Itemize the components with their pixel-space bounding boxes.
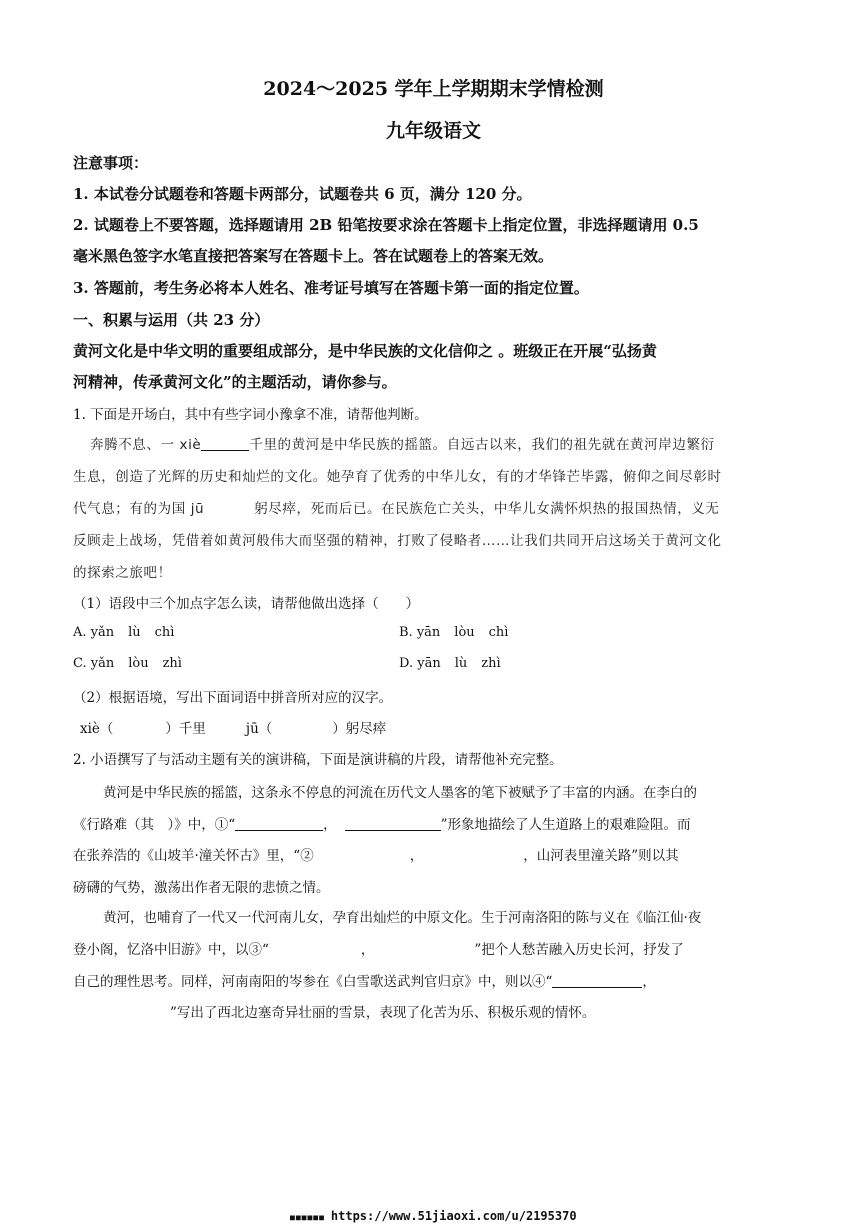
section-intro-line-1: 黄河文化是中华文明的重要组成部分，是中华民族的文化信仰之 。班级正在开展“弘扬黄 xyxy=(73,342,657,360)
option-c-3: zhì xyxy=(162,656,182,671)
notice-item-3: 3. 答题前，考生务必将本人姓名、准考证号填写在答题卡第一面的指定位置。 xyxy=(73,279,589,297)
q1-passage-line-3a: 代气息；有的为国 jū xyxy=(73,501,205,517)
q2-para2-line-2 xyxy=(73,938,684,958)
footer-marks: ■■■■■■ xyxy=(290,1213,325,1222)
q2-para2-line-3a: 自己的理性思考。同样，河南南阳的岑参在《白雪歌送武判官归京》中，则以④“ xyxy=(73,974,553,990)
q2-para1-line-3 xyxy=(73,844,679,864)
q2-para1-line-3c: ，山河表里潼关路”则以其 xyxy=(523,848,679,864)
q1-sub2: （2）根据语境，写出下面词语中拼音所对应的汉字。 xyxy=(73,690,393,706)
q1-passage-line-3 xyxy=(73,497,720,517)
fill-xie-word: ）千里 xyxy=(165,721,206,737)
footer-watermark xyxy=(290,1209,577,1223)
q1-passage-line-1b: 千里的黄河是中华民族的摇篮。自远古以来，我们的祖先就在黄河岸边繁衍 xyxy=(249,437,715,453)
option-a-2: lù xyxy=(128,625,141,640)
option-a-1: A. yǎn xyxy=(73,625,115,640)
q1-passage-line-5: 的探索之旅吧！ xyxy=(73,565,172,581)
q2-para1-line-3b: ， xyxy=(409,848,424,864)
q2-stem: 2. 小语撰写了与活动主题有关的演讲稿，下面是演讲稿的片段，请帮他补充完整。 xyxy=(73,752,563,768)
fill-ju-word: ）躬尽瘁 xyxy=(332,721,387,737)
section-heading: 一、积累与运用（共 23 分） xyxy=(73,311,270,329)
option-b-1: B. yān xyxy=(399,625,441,640)
footer-url[interactable]: https://www.51jiaoxi.com/u/2195370 xyxy=(330,1209,577,1223)
blank-xie xyxy=(201,436,249,451)
option-b[interactable] xyxy=(399,625,522,640)
option-d[interactable] xyxy=(399,656,515,671)
option-c-2: lòu xyxy=(128,656,149,671)
blank-1b[interactable] xyxy=(345,816,441,831)
q2-para1-line-2b: ， xyxy=(323,817,337,833)
q1-passage-line-1 xyxy=(90,433,715,453)
q1-passage-line-1a: 奔腾不息、一 xiè xyxy=(90,437,202,453)
q2-para1-line-1: 黄河是中华民族的摇篮，这条永不停息的河流在历代文人墨客的笔下被赋予了丰富的内涵。在李白的 xyxy=(103,785,697,801)
q1-stem: 1. 下面是开场白，其中有些字词小豫拿不准，请帮他判断。 xyxy=(73,407,428,423)
blank-1a[interactable] xyxy=(235,816,323,831)
q1-passage-line-2: 生息，创造了光辉的历史和灿烂的文化。她孕育了优秀的中华儿女，有的才华锋芒毕露，俯仰之间尽彰时 xyxy=(73,469,722,485)
q2-para2-line-2a: 登小阁，忆洛中旧游》中，以③“ xyxy=(73,942,269,958)
q2-para1-line-3a: 在张养浩的《山坡羊·潼关怀古》里，“② xyxy=(73,848,314,864)
q1-passage-line-3b: 躬尽瘁，死而后已。在民族危亡关头，中华儿女满怀炽热的报国热情，义无 xyxy=(254,501,720,517)
option-a[interactable] xyxy=(73,625,188,640)
option-d-1: D. yān xyxy=(399,656,441,671)
section-intro-line-2: 河精神，传承黄河文化”的主题活动，请你参与。 xyxy=(73,373,397,391)
q2-para2-line-2c: ”把个人愁苦融入历史长河，抒发了 xyxy=(474,942,684,958)
notice-heading: 注意事项： xyxy=(73,154,149,172)
q1-fill-row xyxy=(80,717,386,737)
option-b-3: chì xyxy=(488,625,509,640)
option-a-3: chì xyxy=(154,625,175,640)
q2-para1-line-2c: ”形象地描绘了人生道路上的艰难险阻。而 xyxy=(440,817,691,833)
notice-item-1: 1. 本试卷分试题卷和答题卡两部分，试题卷共 6 页，满分 120 分。 xyxy=(73,185,532,203)
q2-para1-line-4: 磅礴的气势，激荡出作者无限的悲愤之情。 xyxy=(73,880,330,896)
q1-passage-line-4: 反顾走上战场，凭借着如黄河般伟大而坚强的精神，打败了侵略者……让我们共同开启这场关于黄河文化 xyxy=(73,533,722,549)
exam-title: 2024～2025 学年上学期期末学情检测 xyxy=(263,78,604,100)
q2-para1-line-2 xyxy=(73,813,691,833)
q2-para2-line-3 xyxy=(73,970,656,990)
fill-ju-label: jū（ xyxy=(245,721,273,737)
option-d-2: lù xyxy=(454,656,468,671)
q1-sub1: （1）语段中三个加点字怎么读，请帮他做出选择（ ） xyxy=(73,596,420,612)
q2-para2-line-1: 黄河，也哺育了一代又一代河南儿女，孕育出灿烂的中原文化。生于河南洛阳的陈与义在《临江仙·夜 xyxy=(103,910,702,926)
option-c-1: C. yǎn xyxy=(73,656,115,671)
exam-subtitle: 九年级语文 xyxy=(385,120,481,142)
q2-para2-line-3b: ， xyxy=(642,974,656,990)
option-b-2: lòu xyxy=(454,625,475,640)
fill-xie-label: xiè（ xyxy=(80,721,114,737)
option-c[interactable] xyxy=(73,656,196,671)
q2-para2-line-4: ”写出了西北边塞奇异壮丽的雪景，表现了化苦为乐、积极乐观的情怀。 xyxy=(170,1005,596,1021)
notice-item-2: 2. 试题卷上不要答题，选择题请用 2B 铅笔按要求涂在答题卡上指定位置，非选择题请用 0.5 xyxy=(73,216,699,234)
notice-item-2-cont: 毫米黑色签字水笔直接把答案写在答题卡上。答在试题卷上的答案无效。 xyxy=(73,247,554,265)
blank-4a[interactable] xyxy=(552,973,642,988)
q2-para1-line-2a: 《行路难（其 ）》中，①“ xyxy=(73,817,236,833)
q2-para2-line-2b: ， xyxy=(360,942,375,958)
option-d-3: zhì xyxy=(481,656,501,671)
